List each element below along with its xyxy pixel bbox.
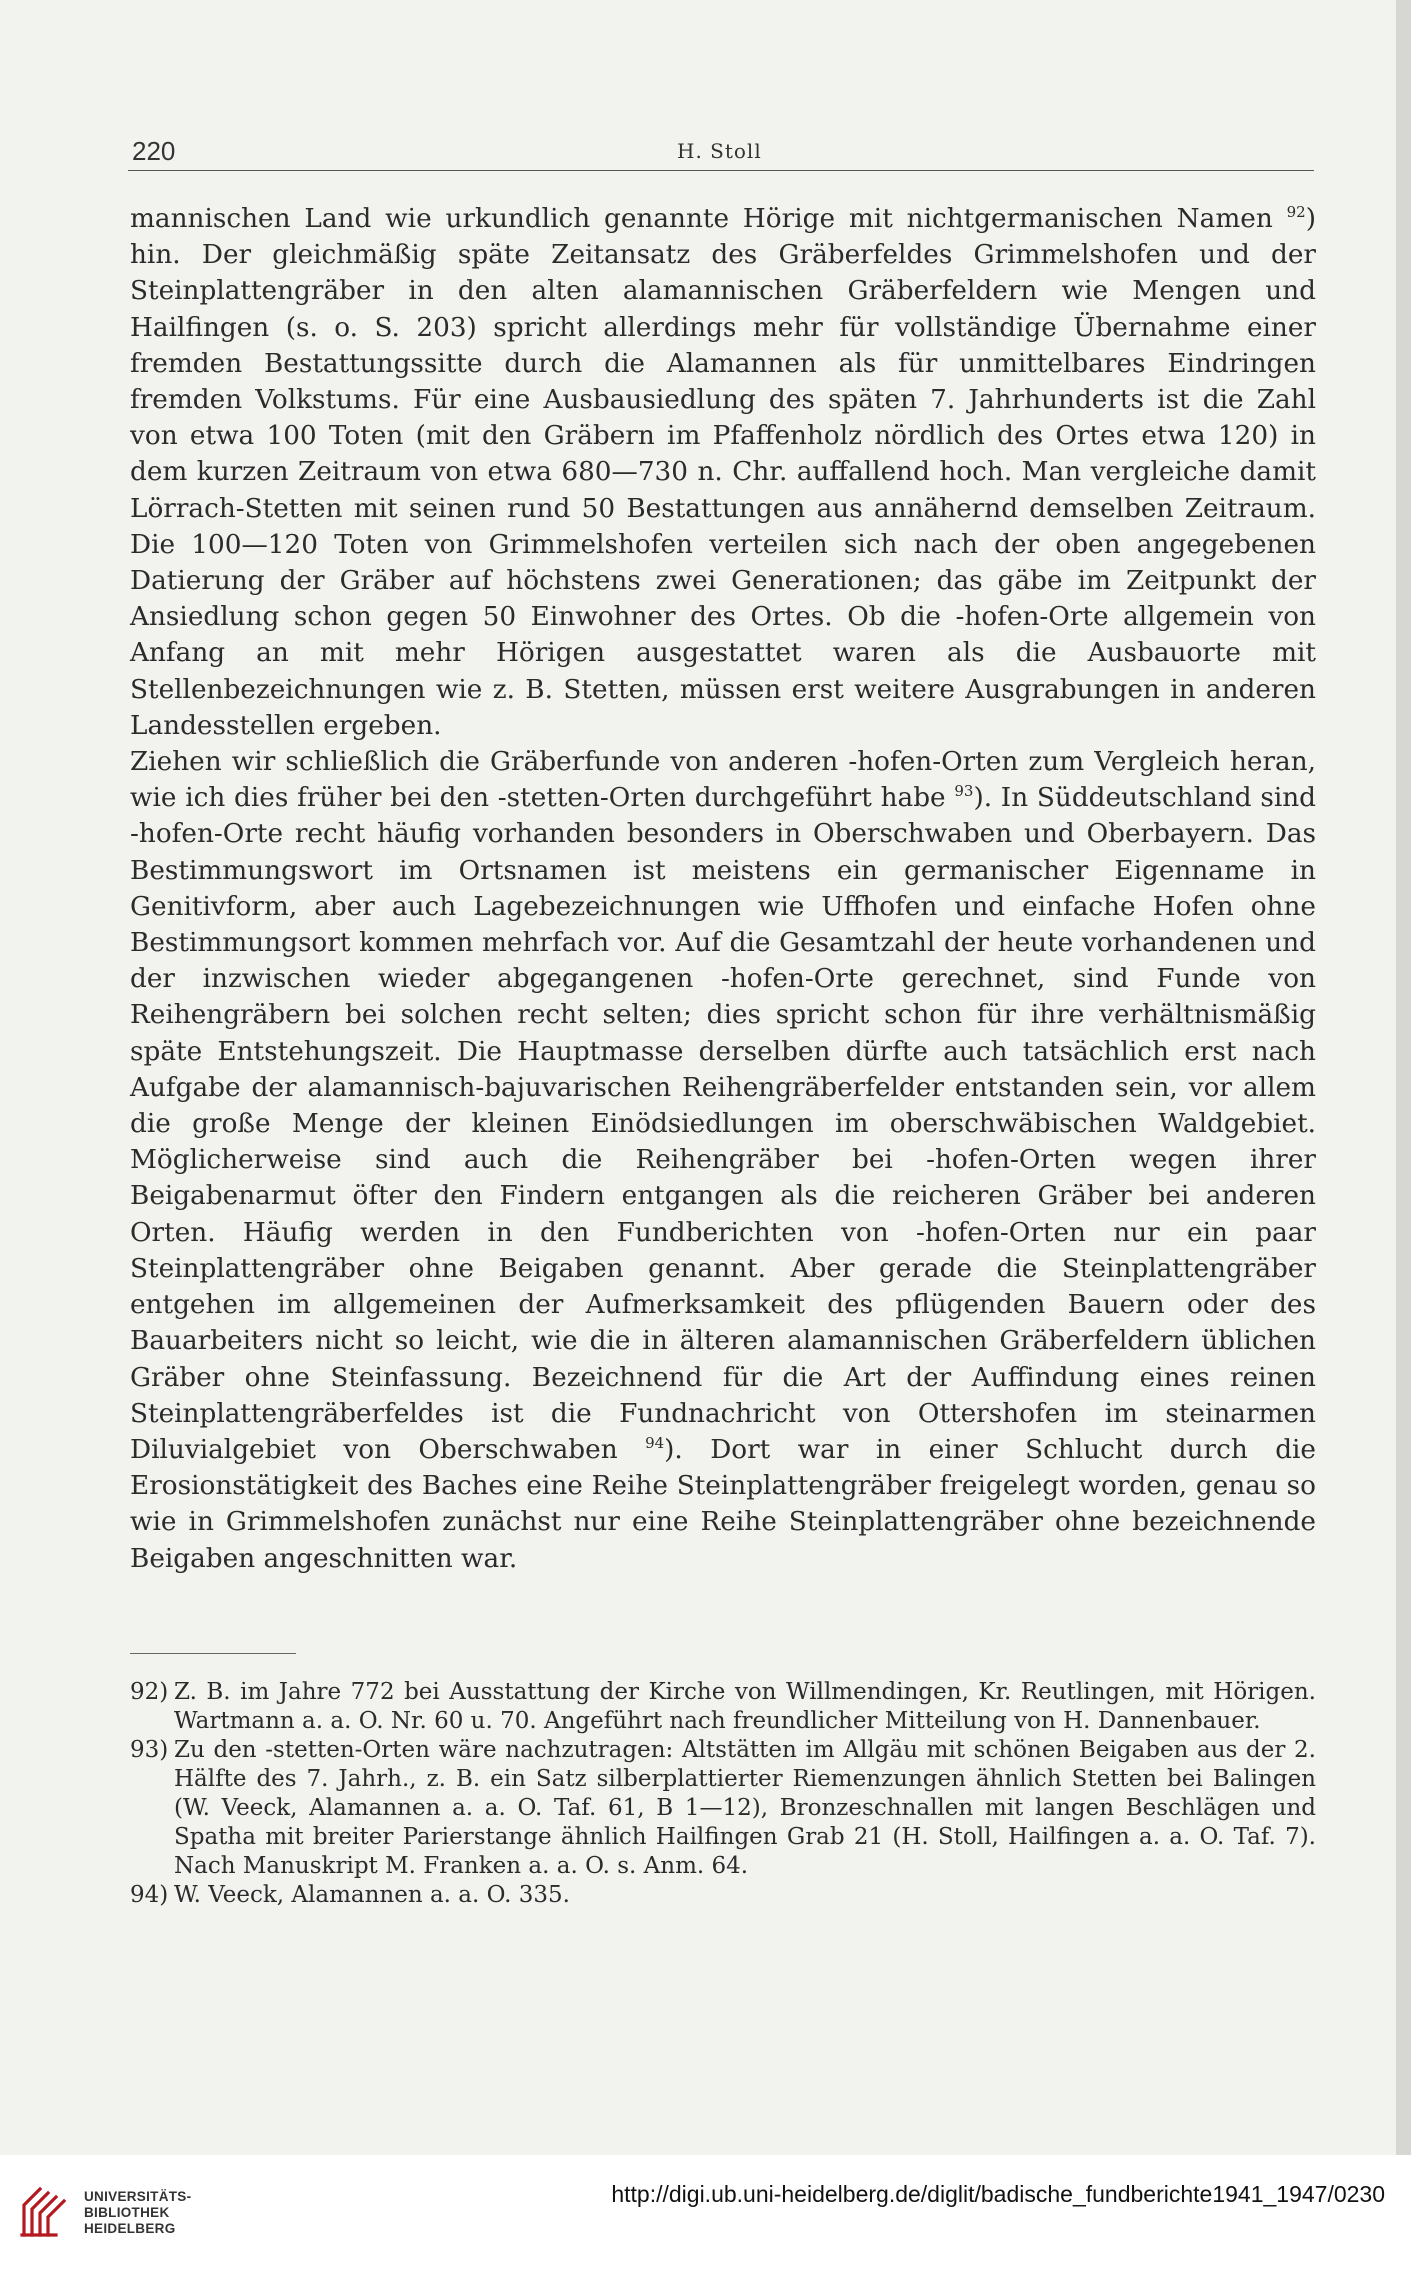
footnote-text: Z. B. im Jahre 772 bei Ausstattung der Kirche von Willmendingen, Kr. Reutlingen, mit Hörigen. Wartmann a. a. O. Nr. 60 u. 70. Angeführt nach freundlicher Mitteilung von H. Dannenbauer. bbox=[174, 1679, 1316, 1734]
paragraph-text: Ziehen wir schließlich die Gräberfunde von anderen -hofen-Orten zum Vergleich heran, wie ich dies früher bei den -stetten-Orten durchgeführt habe bbox=[130, 747, 1316, 814]
footnote-text: Zu den -stetten-Orten wäre nachzutragen: Altstätten im Allgäu mit schönen Beigaben aus der 2. Hälfte des 7. Jahrh., z. B. ein Satz silberplattierter Riemenzungen ähnlich Stetten bei Balingen (W. Veeck, Alamannen a. a. O. Taf. 61, B 1—12), Bronzeschnallen mit langen Beschlägen und Spatha mit breiter Parierstange ähnlich Hailfingen Grab 21 (H. Stoll, Hailfingen a. a. O. Taf. 7). Nach Manuskript M. Franken a. a. O. s. Anm. 64. bbox=[174, 1737, 1316, 1879]
paragraph-text: ). Dort war in einer Schlucht durch die Erosionstätigkeit des Baches eine Reihe Steinplattengräber freigelegt worden, genau so wie in Grimmelshofen zunächst nur eine Reihe Steinplattengräber ohne bezeichnende Beigaben angeschnitten war. bbox=[130, 1434, 1316, 1574]
footer-bar bbox=[0, 2155, 1411, 2273]
library-name bbox=[84, 2189, 191, 2237]
source-url-link[interactable]: http://digi.ub.uni-heidelberg.de/diglit/badische_fundberichte1941_1947/0230 bbox=[611, 2181, 1385, 2207]
page-number: 220 bbox=[132, 136, 176, 166]
footnote-ref: 94 bbox=[645, 1434, 665, 1453]
paragraph-1 bbox=[130, 201, 1316, 744]
footnote-94 bbox=[130, 1881, 1316, 1910]
page-edge bbox=[1396, 0, 1411, 2155]
footnote-93 bbox=[130, 1736, 1316, 1881]
paragraph-2 bbox=[130, 744, 1316, 1577]
footnote-92 bbox=[130, 1678, 1316, 1736]
paragraph-text: mannischen Land wie urkundlich genannte Hörige mit nichtgermanischen Namen bbox=[130, 204, 1287, 234]
library-line: BIBLIOTHEK bbox=[84, 2205, 170, 2220]
footnote-mark: 93) bbox=[130, 1737, 169, 1763]
header-rule bbox=[128, 170, 1314, 171]
footnote-text: W. Veeck, Alamannen a. a. O. 335. bbox=[174, 1882, 570, 1908]
page-header bbox=[132, 136, 1312, 170]
library-logo-icon[interactable] bbox=[18, 2183, 74, 2239]
footnote-ref: 93 bbox=[954, 782, 974, 801]
footnote-mark: 92) bbox=[130, 1679, 169, 1705]
library-line: UNIVERSITÄTS- bbox=[84, 2189, 192, 2204]
footnote-mark: 94) bbox=[130, 1882, 169, 1908]
main-text bbox=[130, 201, 1316, 1577]
footnotes bbox=[130, 1678, 1316, 1910]
paragraph-text: ) hin. Der gleichmäßig späte Zeitansatz des Gräberfeldes Grimmelshofen und der Steinplattengräber in den alten alamannischen Gräberfeldern wie Mengen und Hailfingen (s. o. S. 203) spricht allerdings mehr für vollständige Übernahme einer fremden Bestattungssitte durch die Alamannen als für unmittelbares Eindringen fremden Volkstums. Für eine Ausbausiedlung des späten 7. Jahrhunderts ist die Zahl von etwa 100 Toten (mit den Gräbern im Pfaffenholz nördlich des Ortes etwa 120) in dem kurzen Zeitraum von etwa 680—730 n. Chr. auffallend hoch. Man vergleiche damit Lörrach-Stetten mit seinen rund 50 Bestattungen aus annähernd demselben Zeitraum. Die 100—120 Toten von Grimmelshofen verteilen sich nach der oben angegebenen Datierung der Gräber auf höchstens zwei Generationen; das gäbe im Zeitpunkt der Ansiedlung schon gegen 50 Einwohner des Ortes. Ob die -hofen-Orte allgemein von Anfang an mit mehr Hörigen ausgestattet waren als die Ausbauorte mit Stellenbezeichnungen wie z. B. Stetten, müssen erst weitere Ausgrabungen in anderen Landesstellen ergeben. bbox=[130, 204, 1316, 741]
library-line: HEIDELBERG bbox=[84, 2221, 176, 2236]
footnote-ref: 92 bbox=[1286, 203, 1306, 222]
footnote-rule bbox=[130, 1653, 296, 1654]
running-head: H. Stoll bbox=[677, 139, 762, 163]
paragraph-text: ). In Süddeutschland sind -hofen-Orte recht häufig vorhanden besonders in Oberschwaben und Oberbayern. Das Bestimmungswort im Ortsnamen ist meistens ein germanischer Eigenname in Genitivform, aber auch Lagebezeichnungen wie Uffhofen und einfache Hofen ohne Bestimmungsort kommen mehrfach vor. Auf die Gesamtzahl der heute vorhandenen und der inzwischen wieder abgegangenen -hofen-Orte gerechnet, sind Funde von Reihengräbern bei solchen recht selten; dies spricht schon für ihre verhältnismäßig späte Entstehungszeit. Die Hauptmasse derselben dürfte auch tatsächlich erst nach Aufgabe der alamannisch-bajuvarischen Reihengräberfelder entstanden sein, vor allem die große Menge der kleinen Einödsiedlungen im oberschwäbischen Waldgebiet. Möglicherweise sind auch die Reihengräber bei -hofen-Orten wegen ihrer Beigabenarmut öfter den Findern entgangen als die reicheren Gräber bei anderen Orten. Häufig werden in den Fundberichten von -hofen-Orten nur ein paar Steinplattengräber ohne Beigaben genannt. Aber gerade die Steinplattengräber entgehen im allgemeinen der Aufmerksamkeit des pflügenden Bauern oder des Bauarbeiters nicht so leicht, wie die in älteren alamannischen Gräberfeldern üblichen Gräber ohne Steinfassung. Bezeichnend für die Art der Auffindung eines reinen Steinplattengräberfeldes ist die Fundnachricht von Ottershofen im steinarmen Diluvialgebiet von Oberschwaben bbox=[130, 783, 1316, 1465]
